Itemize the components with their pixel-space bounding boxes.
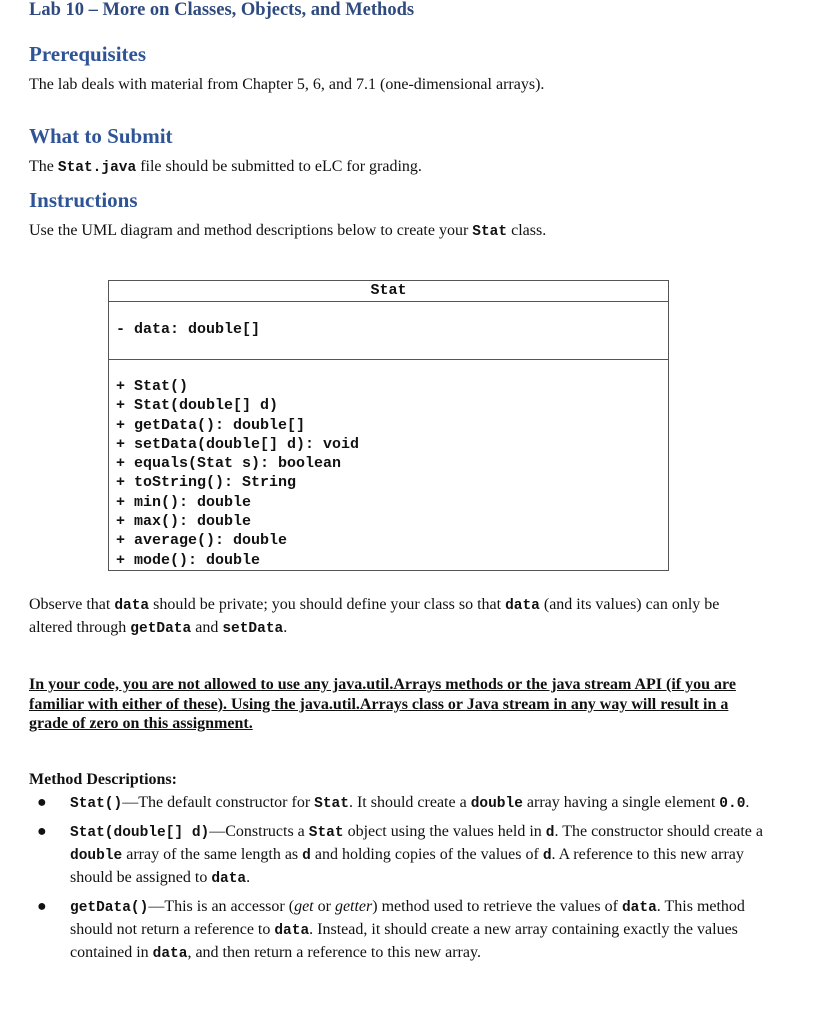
list-item: ● getData()—This is an accessor (get or getter) method used to retrieve the values of data. This method should not return a reference to data. Instead, it should create a new array containing exactly the values contained in data, and then return a reference to this new array. — [37, 898, 745, 962]
uml-diagram — [108, 280, 669, 571]
uml-class-name: Stat — [109, 281, 668, 302]
prerequisites-heading: Prerequisites — [29, 42, 147, 66]
uml-method: + toString(): String — [116, 474, 297, 492]
uml-methods — [109, 360, 668, 570]
uml-attribute: - data: double[] — [116, 321, 261, 338]
uml-method: + Stat() — [116, 378, 189, 395]
uml-method: + mode(): double — [116, 551, 261, 569]
observe-paragraph: Observe that data should be private; you should define your class so that data (and its values) can only be altered through getData and setData. — [29, 596, 720, 637]
uml-method: + min(): double — [116, 493, 252, 511]
uml-method: + setData(double[] d): void — [116, 435, 360, 453]
uml-method: + average(): double — [116, 532, 288, 550]
list-item: ● Stat(double[] d)—Constructs a Stat object using the values held in d. The constructor should create a double array of the same length as d and holding copies of the values of d. A reference to this new array should be assigned to data. — [37, 823, 763, 887]
file-name: Stat.java — [57, 160, 137, 176]
method-descriptions-list — [29, 792, 769, 971]
instructions-heading: Instructions — [29, 188, 138, 212]
uml-attributes — [109, 302, 668, 360]
uml-method: + Stat(double[] d) — [116, 397, 279, 415]
bullet-icon: ● — [37, 794, 47, 811]
bullet-icon: ● — [37, 898, 47, 915]
uml-method: + max(): double — [116, 513, 252, 531]
method-descriptions-heading: Method Descriptions: — [29, 771, 177, 788]
bullet-icon: ● — [37, 823, 47, 840]
warning-notice: In your code, you are not allowed to use any java.util.Arrays methods or the java stream API (if you are familiar with either of these). Using the java.util.Arrays class or Java stream in any way will result in a grade of zero on this assignment. — [29, 676, 736, 732]
document-title: Lab 10 – More on Classes, Objects, and Methods — [29, 0, 415, 20]
prerequisites-text: The lab deals with material from Chapter 5, 6, and 7.1 (one-dimensional arrays). — [29, 76, 545, 93]
submit-heading: What to Submit — [29, 124, 173, 148]
uml-method: + getData(): double[] — [116, 416, 306, 434]
instructions-text: Use the UML diagram and method descriptions below to create your Stat class. — [29, 222, 547, 240]
uml-method: + equals(Stat s): boolean — [116, 455, 342, 473]
list-item: ● Stat()—The default constructor for Stat. It should create a double array having a single element 0.0. — [37, 794, 750, 812]
submit-text: The Stat.java file should be submitted to eLC for grading. — [29, 158, 422, 176]
